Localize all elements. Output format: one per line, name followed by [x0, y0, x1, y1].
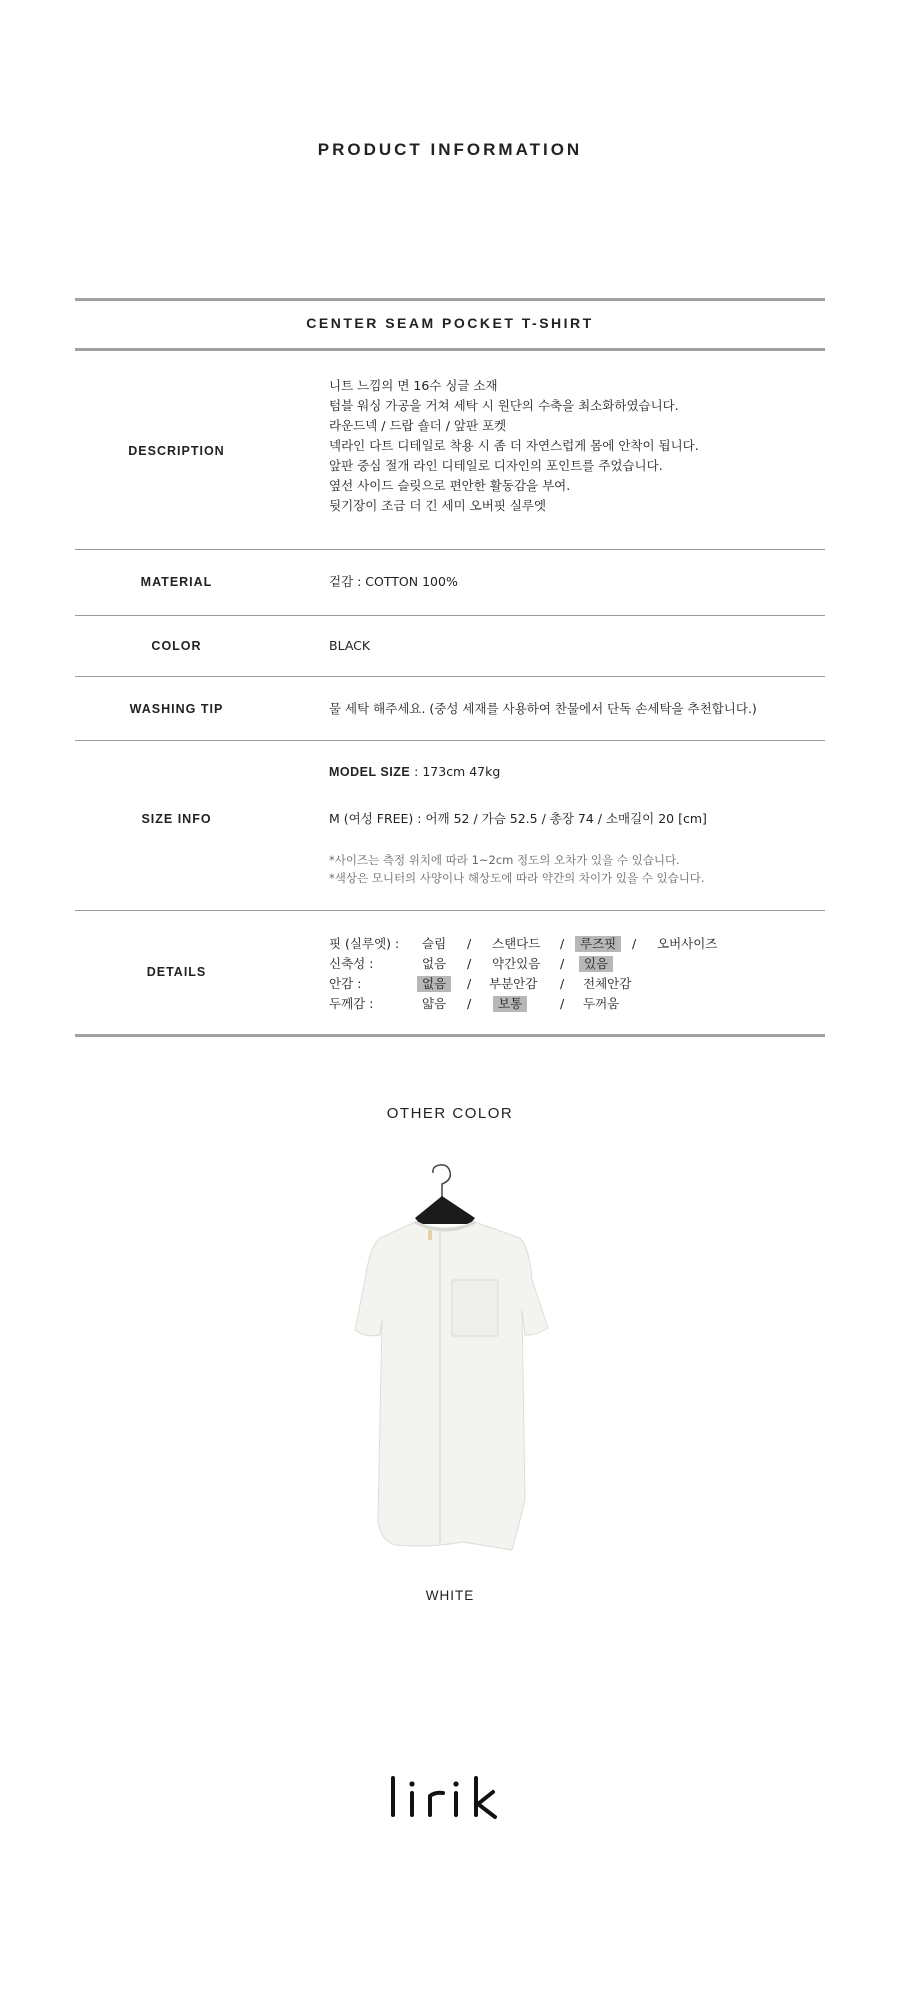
product-name: CENTER SEAM POCKET T-SHIRT	[306, 315, 594, 331]
lirik-logo	[385, 1768, 515, 1823]
detail-separator: /	[467, 976, 472, 991]
divider	[75, 348, 825, 351]
detail-separator: /	[560, 996, 565, 1011]
detail-separator: /	[467, 956, 472, 971]
detail-option-selected: 루즈핏	[575, 936, 621, 952]
washing-value: 물 세탁 해주세요. (중성 세재를 사용하여 찬물에서 단독 손세탁을 추천합니다.)	[329, 701, 757, 716]
divider	[75, 740, 825, 741]
description-line: 니트 느낌의 면 16수 싱글 소재	[329, 378, 498, 393]
tshirt-photo	[320, 1160, 570, 1560]
divider	[75, 615, 825, 616]
detail-name: 핏 (실루엣) :	[329, 936, 400, 951]
divider	[75, 549, 825, 550]
description-line: 라운드넥 / 드랍 숄더 / 앞판 포켓	[329, 418, 507, 433]
details-label: DETAILS	[146, 965, 207, 979]
model-size-label: MODEL SIZE	[329, 765, 411, 779]
detail-option: 오버사이즈	[657, 936, 718, 951]
detail-option: 두꺼움	[583, 996, 620, 1011]
color-value: BLACK	[329, 638, 371, 653]
detail-separator: /	[560, 956, 565, 971]
description-line: 뒷기장이 조금 더 긴 세미 오버핏 실루엣	[329, 498, 547, 513]
size-note: *사이즈는 측정 위치에 따라 1~2cm 정도의 오차가 있을 수 있습니다.	[329, 853, 680, 867]
description-text	[329, 376, 699, 516]
detail-option: 전체안감	[583, 976, 632, 991]
detail-option-selected: 보통	[493, 996, 527, 1012]
size-measurements: M (여성 FREE) : 어깨 52 / 가슴 52.5 / 총장 74 / 소매길이 20 [cm]	[329, 811, 707, 826]
washing-label: WASHING TIP	[129, 702, 224, 716]
divider	[75, 676, 825, 677]
description-line: 넥라인 다트 디테일로 착용 시 좀 더 자연스럽게 몸에 안착이 됩니다.	[329, 438, 699, 453]
divider	[75, 910, 825, 911]
detail-option: 약간있음	[492, 956, 541, 971]
other-color-white-label[interactable]: WHITE	[425, 1588, 475, 1603]
color-label: COLOR	[151, 639, 202, 653]
detail-option: 얇음	[422, 996, 447, 1011]
detail-name: 안감 :	[329, 976, 362, 991]
detail-name: 신축성 :	[329, 956, 374, 971]
other-color-title: OTHER COLOR	[386, 1105, 514, 1122]
model-size	[329, 762, 500, 782]
detail-separator: /	[467, 936, 472, 951]
description-line: 텀블 워싱 가공을 거쳐 세탁 시 원단의 수축을 최소화하였습니다.	[329, 398, 679, 413]
page-title: PRODUCT INFORMATION	[317, 140, 583, 159]
description-label: DESCRIPTION	[128, 444, 225, 458]
white-shirt-image[interactable]	[320, 1160, 570, 1560]
size-note: *색상은 모니터의 사양이나 해상도에 따라 약간의 차이가 있을 수 있습니다.	[329, 871, 705, 885]
model-size-value: : 173cm 47kg	[410, 764, 501, 779]
detail-option: 스탠다드	[492, 936, 541, 951]
detail-separator: /	[560, 936, 565, 951]
detail-name: 두께감 :	[329, 996, 374, 1011]
divider	[75, 1034, 825, 1037]
description-line: 앞판 중심 절개 라인 디테일로 디자인의 포인트를 주었습니다.	[329, 458, 663, 473]
detail-option-selected: 없음	[417, 976, 451, 992]
detail-option-selected: 있음	[579, 956, 613, 972]
divider	[75, 298, 825, 301]
size-notes	[329, 851, 705, 887]
detail-option: 부분안감	[489, 976, 538, 991]
size-label: SIZE INFO	[141, 812, 212, 826]
detail-separator: /	[560, 976, 565, 991]
material-label: MATERIAL	[140, 575, 213, 589]
description-line: 옆선 사이드 슬릿으로 편안한 활동감을 부여.	[329, 478, 571, 493]
detail-option: 없음	[422, 956, 447, 971]
detail-option: 슬림	[422, 936, 447, 951]
material-value: 겉감 : COTTON 100%	[329, 574, 458, 589]
detail-separator: /	[467, 996, 472, 1011]
detail-separator: /	[632, 936, 637, 951]
lirik-logo-mark	[385, 1768, 515, 1823]
